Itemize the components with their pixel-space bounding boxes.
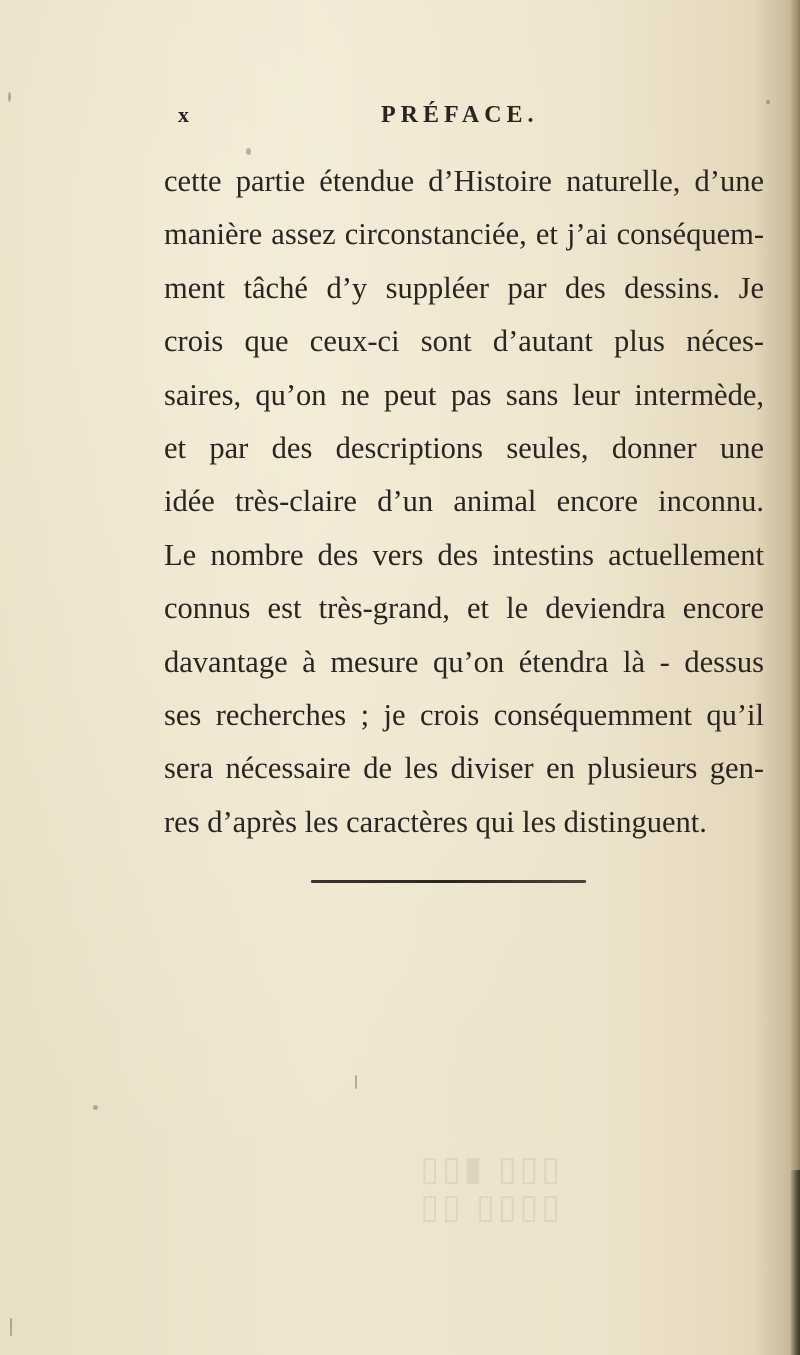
page-edge-shadow bbox=[790, 0, 800, 1355]
paper-speck bbox=[8, 92, 11, 102]
paper-speck bbox=[766, 100, 770, 104]
text-line: crois que ceux-ci sont d’autant plus néces- bbox=[164, 324, 764, 359]
text-line: saires, qu’on ne peut pas sans leur intermède, bbox=[164, 377, 764, 412]
binding-shadow bbox=[790, 1170, 800, 1355]
paper-speck bbox=[246, 148, 251, 155]
section-end-rule bbox=[311, 880, 586, 883]
page-header bbox=[0, 98, 800, 138]
text-line: manière assez circonstanciée, et j’ai conséquem- bbox=[164, 217, 764, 252]
text-line: et par des descriptions seules, donner une bbox=[164, 430, 764, 465]
text-line: davantage à mesure qu’on étendra là - dessus bbox=[164, 644, 764, 679]
text-line: sera nécessaire de les diviser en plusieurs gen- bbox=[164, 751, 764, 786]
text-line-last: res d’après les caractères qui les distinguent. bbox=[164, 804, 707, 839]
paper-speck bbox=[93, 1105, 98, 1110]
text-line: ses recherches ; je crois conséquemment qu’il bbox=[164, 697, 764, 732]
paper-speck bbox=[10, 1318, 12, 1336]
text-line: connus est très-grand, et le deviendra encore bbox=[164, 591, 764, 626]
text-line: ment tâché d’y suppléer par des dessins. Je bbox=[164, 270, 764, 305]
bleed-through-texture: ▯▯▯ ▮▯▯ ▯▯▯▯ ▯▯ bbox=[417, 1150, 560, 1226]
body-text bbox=[164, 155, 764, 849]
running-head: PRÉFACE. bbox=[381, 102, 539, 128]
text-line: Le nombre des vers des intestins actuellement bbox=[164, 537, 764, 572]
paper-speck bbox=[355, 1075, 357, 1089]
text-line: cette partie étendue d’Histoire naturelle, d’une bbox=[164, 164, 764, 198]
page-number: x bbox=[178, 102, 190, 127]
text-line: idée très-claire d’un animal encore inconnu. bbox=[164, 484, 764, 519]
